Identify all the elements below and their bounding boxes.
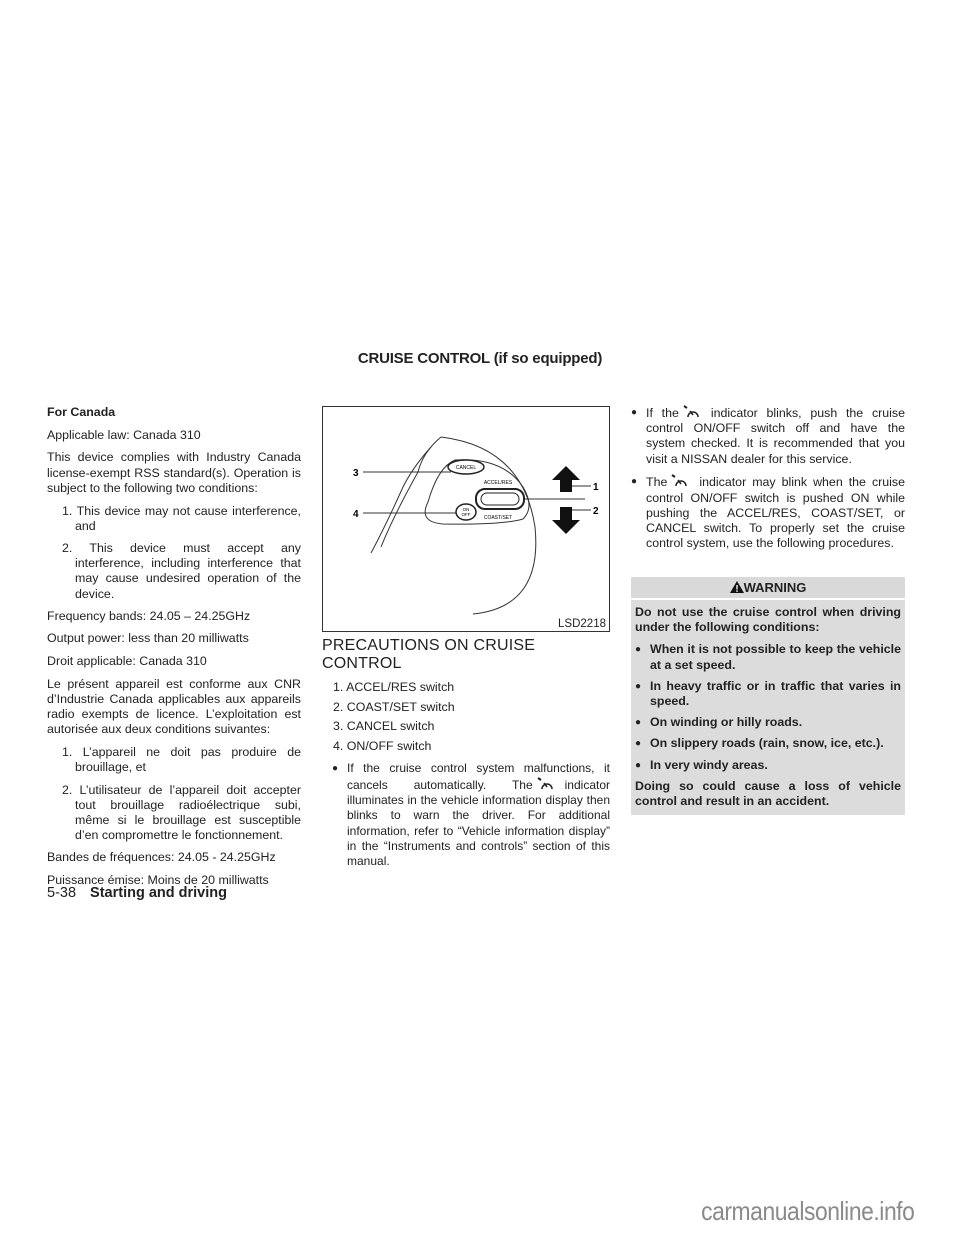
warning-title: WARNING xyxy=(743,580,807,595)
paragraph: Frequency bands: 24.05 – 24.25GHz xyxy=(47,608,251,623)
list-item: ● In heavy traffic or in traffic that varies in speed. xyxy=(635,679,901,709)
paragraph: Bandes de fréquences: 24.05 - 24.25GHz xyxy=(47,850,276,865)
list-item: 3. CANCEL switch xyxy=(333,719,435,734)
cruise-indicator-icon xyxy=(681,405,703,419)
svg-text:COAST/SET: COAST/SET xyxy=(483,515,513,521)
heading-line: CONTROL xyxy=(322,655,402,672)
list-item: 1. This device may not cause interference, and xyxy=(62,503,301,533)
section-heading: For Canada xyxy=(47,405,116,419)
list-item: ● If the cruise control system malfunctions, it cancels automatically. The indicator illuminates in the vehicle information display then blinks to warn the driver. For additional information, refer to “Vehicle information display” in the “Instruments and controls” section of this manual. xyxy=(332,761,610,869)
svg-text:ON: ON xyxy=(462,507,470,512)
svg-text:3: 3 xyxy=(353,468,359,479)
paragraph: This device complies with Industry Canada license-exempt RSS standard(s). Operation is subject to the following two conditions: xyxy=(47,450,301,495)
watermark: carmanualsonline.info xyxy=(700,1196,914,1226)
paragraph: Output power: less than 20 milliwatts xyxy=(47,631,249,646)
warning-header xyxy=(631,577,905,598)
precautions-heading xyxy=(322,637,535,673)
list-item: 1. L’appareil ne doit pas produire de brouillage, et xyxy=(62,745,301,775)
list-item: ● If the indicator blinks, push the cruise control ON/OFF switch off and have the system checked. It is recommended that you visit a NISSAN dealer for this service. xyxy=(631,405,905,467)
right-column xyxy=(631,405,905,559)
cruise-indicator-icon xyxy=(535,777,557,791)
indicator-bullets xyxy=(631,405,905,551)
list-item: 4. ON/OFF switch xyxy=(333,739,432,754)
paragraph: Droit applicable: Canada 310 xyxy=(47,654,207,669)
warning-box xyxy=(631,577,905,815)
paragraph: Applicable law: Canada 310 xyxy=(47,427,201,442)
accel-coast-switch xyxy=(476,489,524,509)
precaution-bullets xyxy=(332,761,610,869)
list-item: ● When it is not possible to keep the vehicle at a set speed. xyxy=(635,642,901,672)
warning-outro: Doing so could cause a loss of vehicle control and result in an accident. xyxy=(635,778,901,809)
heading-line: PRECAUTIONS ON CRUISE xyxy=(322,637,536,654)
svg-text:2: 2 xyxy=(593,506,599,517)
list-item: ● On winding or hilly roads. xyxy=(635,715,901,730)
warning-intro: Do not use the cruise control when driving under the following conditions: xyxy=(635,605,901,635)
warning-conditions xyxy=(635,642,901,772)
page-title: CRUISE CONTROL (if so equipped) xyxy=(357,350,603,367)
list-item: ● In very windy areas. xyxy=(635,758,901,773)
switch-list xyxy=(322,680,610,754)
svg-text:1: 1 xyxy=(593,482,599,493)
warning-body xyxy=(631,600,905,815)
conditions-list xyxy=(47,504,301,602)
list-item: 2. L’utilisateur de l’appareil doit accepter tout brouillage radioélectrique subi, même si le brouillage est susceptible d’en compromettre le fonctionnement. xyxy=(62,782,301,843)
cruise-indicator-icon xyxy=(669,474,691,488)
list-item: 2. COAST/SET switch xyxy=(333,699,455,714)
svg-text:ACCEL/RES: ACCEL/RES xyxy=(483,480,513,486)
arrow-down-icon xyxy=(552,507,580,534)
figure-id: LSD2218 xyxy=(558,618,606,630)
paragraph: Le présent appareil est conforme aux CNR d’Industrie Canada applicables aux appareils radio exempts de licence. L’exploitation est autorisée aux deux conditions suivantes: xyxy=(47,676,301,737)
warning-triangle-icon xyxy=(730,581,744,593)
section-name: Starting and driving xyxy=(90,885,227,901)
arrow-up-icon xyxy=(552,466,580,492)
list-item: 2. This device must accept any interference, including interference that may cause undesired operation of the device. xyxy=(62,540,301,601)
list-item: 1. ACCEL/RES switch xyxy=(333,680,455,694)
list-item: ● The indicator may blink when the cruise control ON/OFF switch is pushed ON while pushing the ACCEL/RES, COAST/SET, or CANCEL switch. To properly set the cruise control system, use the following procedures. xyxy=(631,474,905,551)
page-number: 5-38 xyxy=(47,885,77,901)
cruise-switch-figure xyxy=(322,406,610,632)
page-footer xyxy=(47,885,227,901)
paragraph: Puissance émise: Moins de 20 milliwatts xyxy=(47,873,269,888)
list-item: ● On slippery roads (rain, snow, ice, etc.). xyxy=(635,736,901,751)
left-column xyxy=(47,405,301,896)
middle-column xyxy=(322,680,610,877)
svg-text:OFF: OFF xyxy=(461,512,471,517)
svg-text:4: 4 xyxy=(353,509,359,520)
svg-text:CANCEL: CANCEL xyxy=(455,465,477,471)
switch-illustration xyxy=(323,407,609,631)
conditions-list-fr xyxy=(47,745,301,843)
